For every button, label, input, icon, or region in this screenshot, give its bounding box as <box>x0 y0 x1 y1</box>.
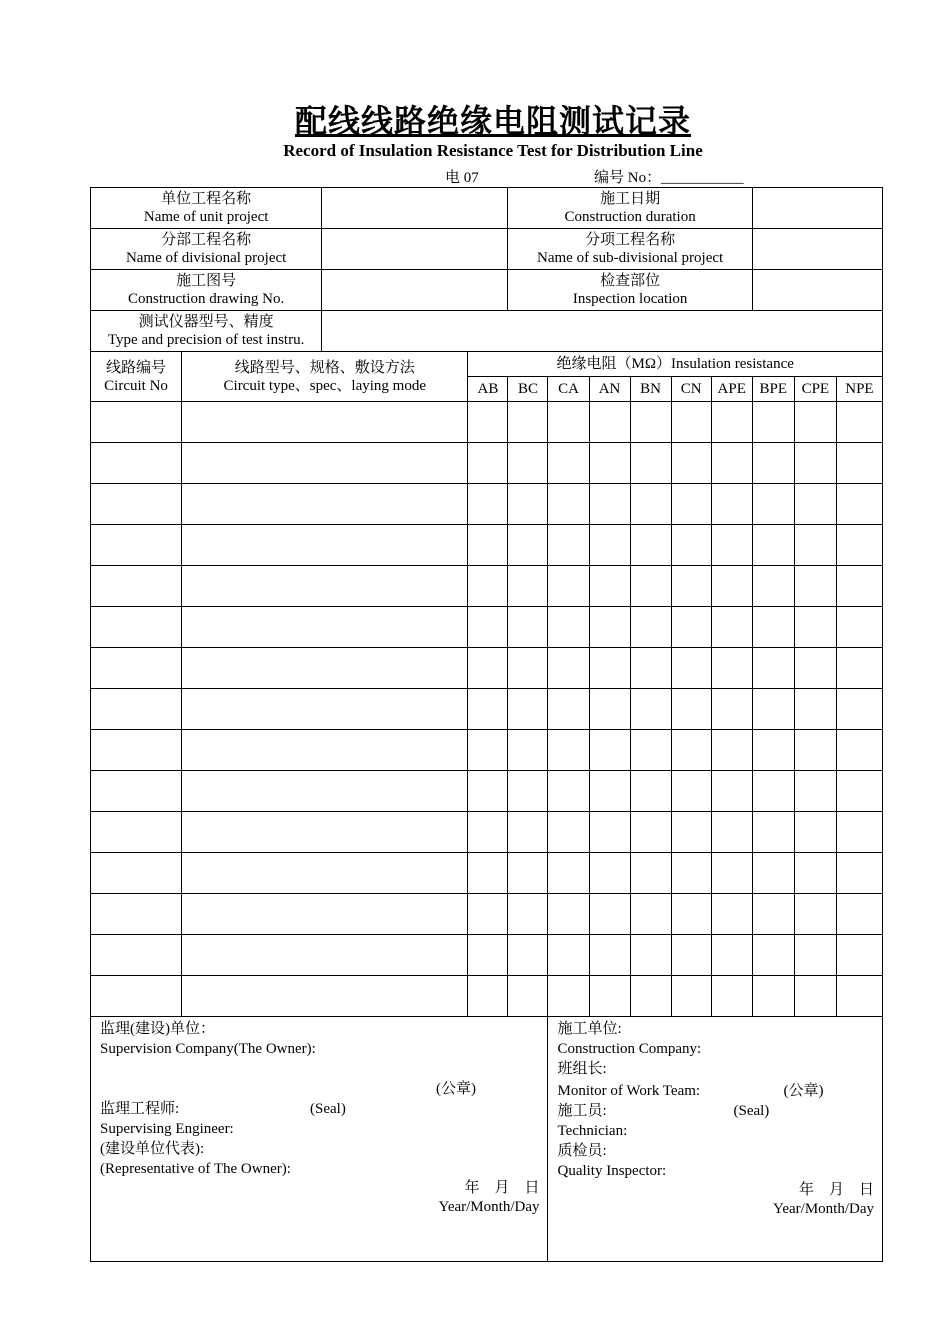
construction-duration-field[interactable] <box>752 188 882 229</box>
phase-header-ape: APE <box>711 377 752 402</box>
resistance-value-cell[interactable] <box>836 566 882 607</box>
table-row <box>91 484 883 525</box>
resistance-value-cell[interactable] <box>630 525 671 566</box>
resistance-value-cell[interactable] <box>836 443 882 484</box>
technician-en: Technician: <box>557 1123 628 1139</box>
resistance-value-cell[interactable] <box>836 648 882 689</box>
circuit-no-cell[interactable] <box>91 525 182 566</box>
resistance-value-cell[interactable] <box>671 894 711 935</box>
circuit-type-cell[interactable] <box>182 402 468 443</box>
phase-header-bc: BC <box>508 377 548 402</box>
resistance-value-cell[interactable] <box>589 525 630 566</box>
resistance-value-cell[interactable] <box>752 689 794 730</box>
resistance-value-cell[interactable] <box>752 648 794 689</box>
circuit-no-cell[interactable] <box>91 853 182 894</box>
resistance-value-cell[interactable] <box>630 484 671 525</box>
resistance-value-cell[interactable] <box>468 607 508 648</box>
circuit-type-cell[interactable] <box>182 976 468 1017</box>
resistance-value-cell[interactable] <box>468 935 508 976</box>
resistance-value-cell[interactable] <box>671 607 711 648</box>
resistance-value-cell[interactable] <box>508 976 548 1017</box>
resistance-value-cell[interactable] <box>711 484 752 525</box>
record-number-field[interactable]: ___________ <box>661 170 744 186</box>
circuit-no-cell[interactable] <box>91 689 182 730</box>
info-row-divisional-project <box>91 229 883 270</box>
resistance-value-cell[interactable] <box>589 689 630 730</box>
resistance-value-cell[interactable] <box>468 976 508 1017</box>
contractor-date-en: Year/Month/Day <box>773 1201 874 1217</box>
resistance-value-cell[interactable] <box>468 730 508 771</box>
resistance-value-cell[interactable] <box>548 689 589 730</box>
supervision-date-cn: 年 月 日 <box>464 1180 540 1196</box>
contractor-signature-block <box>548 1017 883 1262</box>
resistance-value-cell[interactable] <box>468 566 508 607</box>
divisional-project-label: 分部工程名称 Name of divisional project <box>91 229 322 270</box>
resistance-value-cell[interactable] <box>630 648 671 689</box>
resistance-value-cell[interactable] <box>468 689 508 730</box>
resistance-value-cell[interactable] <box>752 402 794 443</box>
resistance-value-cell[interactable] <box>548 976 589 1017</box>
resistance-value-cell[interactable] <box>630 771 671 812</box>
resistance-value-cell[interactable] <box>630 689 671 730</box>
circuit-no-cell[interactable] <box>91 730 182 771</box>
resistance-value-cell[interactable] <box>671 730 711 771</box>
resistance-value-cell[interactable] <box>794 935 836 976</box>
resistance-value-cell[interactable] <box>794 894 836 935</box>
resistance-value-cell[interactable] <box>630 566 671 607</box>
resistance-value-cell[interactable] <box>630 935 671 976</box>
resistance-value-cell[interactable] <box>711 853 752 894</box>
resistance-value-cell[interactable] <box>794 648 836 689</box>
resistance-value-cell[interactable] <box>836 402 882 443</box>
record-number <box>594 166 744 187</box>
resistance-value-cell[interactable] <box>630 812 671 853</box>
resistance-value-cell[interactable] <box>794 771 836 812</box>
resistance-value-cell[interactable] <box>711 566 752 607</box>
resistance-value-cell[interactable] <box>508 689 548 730</box>
column-header-row <box>91 352 883 377</box>
resistance-value-cell[interactable] <box>468 853 508 894</box>
circuit-type-cell[interactable] <box>182 484 468 525</box>
phase-header-cpe: CPE <box>794 377 836 402</box>
phase-header-ca: CA <box>548 377 589 402</box>
resistance-value-cell[interactable] <box>630 894 671 935</box>
resistance-value-cell[interactable] <box>836 976 882 1017</box>
resistance-value-cell[interactable] <box>752 812 794 853</box>
resistance-value-cell[interactable] <box>752 976 794 1017</box>
resistance-value-cell[interactable] <box>589 853 630 894</box>
resistance-value-cell[interactable] <box>794 566 836 607</box>
resistance-value-cell[interactable] <box>794 443 836 484</box>
circuit-type-cell[interactable] <box>182 730 468 771</box>
circuit-no-cell[interactable] <box>91 935 182 976</box>
resistance-value-cell[interactable] <box>508 566 548 607</box>
circuit-type-cell[interactable] <box>182 648 468 689</box>
resistance-value-cell[interactable] <box>508 935 548 976</box>
resistance-value-cell[interactable] <box>752 566 794 607</box>
resistance-value-cell[interactable] <box>671 976 711 1017</box>
circuit-type-cell[interactable] <box>182 525 468 566</box>
resistance-value-cell[interactable] <box>548 771 589 812</box>
resistance-value-cell[interactable] <box>548 402 589 443</box>
contractor-stamp: (公章) <box>783 1083 824 1099</box>
table-row <box>91 976 883 1017</box>
resistance-value-cell[interactable] <box>548 853 589 894</box>
quality-inspector-en: Quality Inspector: <box>557 1163 667 1179</box>
circuit-no-cell[interactable] <box>91 976 182 1017</box>
circuit-type-header: 线路型号、规格、敷设方法 Circuit type、spec、laying mode <box>182 352 468 402</box>
table-row <box>91 525 883 566</box>
supervising-engineer-cn: 监理工程师: <box>100 1101 180 1117</box>
resistance-value-cell[interactable] <box>671 566 711 607</box>
resistance-value-cell[interactable] <box>711 812 752 853</box>
circuit-type-cell[interactable] <box>182 566 468 607</box>
resistance-value-cell[interactable] <box>468 443 508 484</box>
supervision-stamp: (公章) <box>436 1081 476 1097</box>
instrument-field[interactable] <box>322 311 883 352</box>
resistance-value-cell[interactable] <box>589 402 630 443</box>
resistance-value-cell[interactable] <box>589 730 630 771</box>
table-row <box>91 730 883 771</box>
resistance-value-cell[interactable] <box>671 443 711 484</box>
resistance-value-cell[interactable] <box>711 730 752 771</box>
document-title-english: Record of Insulation Resistance Test for Distribution Line <box>283 141 703 160</box>
resistance-value-cell[interactable] <box>752 443 794 484</box>
resistance-value-cell[interactable] <box>589 566 630 607</box>
resistance-value-cell[interactable] <box>548 894 589 935</box>
resistance-value-cell[interactable] <box>836 607 882 648</box>
phase-header-bn: BN <box>630 377 671 402</box>
resistance-value-cell[interactable] <box>671 402 711 443</box>
resistance-value-cell[interactable] <box>671 484 711 525</box>
divisional-project-field[interactable] <box>322 229 508 270</box>
insulation-resistance-header: 绝缘电阻（MΩ）Insulation resistance <box>468 352 883 377</box>
circuit-no-cell[interactable] <box>91 771 182 812</box>
resistance-value-cell[interactable] <box>752 935 794 976</box>
resistance-value-cell[interactable] <box>711 402 752 443</box>
resistance-value-cell[interactable] <box>752 525 794 566</box>
resistance-value-cell[interactable] <box>711 976 752 1017</box>
table-row <box>91 607 883 648</box>
circuit-type-cell[interactable] <box>182 812 468 853</box>
resistance-value-cell[interactable] <box>671 648 711 689</box>
resistance-value-cell[interactable] <box>671 812 711 853</box>
circuit-no-cell[interactable] <box>91 812 182 853</box>
supervision-signature-block <box>91 1017 548 1262</box>
resistance-value-cell[interactable] <box>836 771 882 812</box>
circuit-type-cell[interactable] <box>182 894 468 935</box>
circuit-no-cell[interactable] <box>91 607 182 648</box>
resistance-value-cell[interactable] <box>508 894 548 935</box>
resistance-value-cell[interactable] <box>589 935 630 976</box>
resistance-value-cell[interactable] <box>794 402 836 443</box>
phase-header-an: AN <box>589 377 630 402</box>
resistance-value-cell[interactable] <box>508 607 548 648</box>
resistance-value-cell[interactable] <box>548 566 589 607</box>
table-row <box>91 689 883 730</box>
resistance-value-cell[interactable] <box>468 812 508 853</box>
resistance-value-cell[interactable] <box>794 730 836 771</box>
supervision-org-en: Supervision Company(The Owner): <box>100 1041 316 1057</box>
resistance-value-cell[interactable] <box>752 607 794 648</box>
resistance-value-cell[interactable] <box>468 525 508 566</box>
technician-cn: 施工员: <box>557 1103 607 1119</box>
resistance-value-cell[interactable] <box>589 484 630 525</box>
circuit-type-cell[interactable] <box>182 443 468 484</box>
resistance-value-cell[interactable] <box>589 894 630 935</box>
instrument-label: 测试仪器型号、精度 Type and precision of test instru. <box>91 311 322 352</box>
resistance-value-cell[interactable] <box>589 648 630 689</box>
resistance-value-cell[interactable] <box>630 443 671 484</box>
resistance-value-cell[interactable] <box>468 402 508 443</box>
circuit-no-cell[interactable] <box>91 484 182 525</box>
resistance-value-cell[interactable] <box>671 853 711 894</box>
resistance-value-cell[interactable] <box>589 771 630 812</box>
resistance-value-cell[interactable] <box>468 894 508 935</box>
table-row <box>91 894 883 935</box>
owner-rep-cn: (建设单位代表): <box>100 1141 205 1157</box>
unit-project-label: 单位工程名称 Name of unit project <box>91 188 322 229</box>
circuit-type-cell[interactable] <box>182 935 468 976</box>
resistance-value-cell[interactable] <box>836 730 882 771</box>
resistance-value-cell[interactable] <box>794 689 836 730</box>
info-row-unit-project <box>91 188 883 229</box>
resistance-value-cell[interactable] <box>752 484 794 525</box>
resistance-value-cell[interactable] <box>711 443 752 484</box>
resistance-value-cell[interactable] <box>836 689 882 730</box>
circuit-type-cell[interactable] <box>182 607 468 648</box>
circuit-no-cell[interactable] <box>91 443 182 484</box>
resistance-value-cell[interactable] <box>711 648 752 689</box>
team-leader-en: Monitor of Work Team: <box>557 1083 701 1099</box>
supervision-seal: (Seal) <box>310 1101 346 1117</box>
table-row <box>91 443 883 484</box>
resistance-value-cell[interactable] <box>794 976 836 1017</box>
resistance-value-cell[interactable] <box>548 648 589 689</box>
resistance-value-cell[interactable] <box>752 730 794 771</box>
supervision-org-cn: 监理(建设)单位： <box>100 1021 215 1037</box>
circuit-no-header: 线路编号 Circuit No <box>91 352 182 402</box>
info-row-instrument <box>91 311 883 352</box>
resistance-value-cell[interactable] <box>508 484 548 525</box>
table-row <box>91 853 883 894</box>
contractor-seal: (Seal) <box>733 1103 770 1119</box>
resistance-value-cell[interactable] <box>589 976 630 1017</box>
phase-header-bpe: BPE <box>752 377 794 402</box>
resistance-value-cell[interactable] <box>508 648 548 689</box>
resistance-value-cell[interactable] <box>752 771 794 812</box>
resistance-value-cell[interactable] <box>836 935 882 976</box>
unit-project-field[interactable] <box>322 188 508 229</box>
resistance-value-cell[interactable] <box>711 935 752 976</box>
circuit-no-cell[interactable] <box>91 894 182 935</box>
construction-duration-label: 施工日期 Construction duration <box>508 188 752 229</box>
resistance-value-cell[interactable] <box>508 443 548 484</box>
phase-header-cn: CN <box>671 377 711 402</box>
resistance-value-cell[interactable] <box>794 484 836 525</box>
resistance-value-cell[interactable] <box>836 525 882 566</box>
table-row <box>91 935 883 976</box>
inspection-location-field[interactable] <box>752 270 882 311</box>
resistance-value-cell[interactable] <box>508 812 548 853</box>
resistance-value-cell[interactable] <box>589 812 630 853</box>
resistance-value-cell[interactable] <box>794 853 836 894</box>
inspection-location-label: 检查部位 Inspection location <box>508 270 752 311</box>
resistance-value-cell[interactable] <box>468 771 508 812</box>
resistance-value-cell[interactable] <box>548 607 589 648</box>
resistance-value-cell[interactable] <box>711 607 752 648</box>
resistance-value-cell[interactable] <box>671 525 711 566</box>
drawing-no-label: 施工图号 Construction drawing No. <box>91 270 322 311</box>
resistance-value-cell[interactable] <box>630 402 671 443</box>
resistance-value-cell[interactable] <box>752 894 794 935</box>
drawing-no-field[interactable] <box>322 270 508 311</box>
resistance-value-cell[interactable] <box>711 525 752 566</box>
resistance-value-cell[interactable] <box>711 771 752 812</box>
resistance-value-cell[interactable] <box>630 853 671 894</box>
team-leader-cn: 班组长: <box>557 1061 607 1077</box>
resistance-value-cell[interactable] <box>548 525 589 566</box>
resistance-value-cell[interactable] <box>836 812 882 853</box>
resistance-value-cell[interactable] <box>548 812 589 853</box>
resistance-value-cell[interactable] <box>468 648 508 689</box>
circuit-type-cell[interactable] <box>182 689 468 730</box>
record-number-label: 编号 No： <box>594 170 662 186</box>
resistance-value-cell[interactable] <box>548 935 589 976</box>
contractor-org-en: Construction Company: <box>557 1041 702 1057</box>
resistance-value-cell[interactable] <box>630 976 671 1017</box>
resistance-value-cell[interactable] <box>794 812 836 853</box>
sub-divisional-project-field[interactable] <box>752 229 882 270</box>
resistance-value-cell[interactable] <box>508 525 548 566</box>
table-row <box>91 771 883 812</box>
resistance-value-cell[interactable] <box>589 443 630 484</box>
signature-row <box>91 1017 883 1262</box>
resistance-value-cell[interactable] <box>671 935 711 976</box>
circuit-type-cell[interactable] <box>182 853 468 894</box>
contractor-org-cn: 施工单位: <box>557 1021 622 1037</box>
resistance-value-cell[interactable] <box>548 730 589 771</box>
supervising-engineer-en: Supervising Engineer: <box>100 1121 234 1137</box>
sub-divisional-project-label: 分项工程名称 Name of sub-divisional project <box>508 229 752 270</box>
circuit-no-cell[interactable] <box>91 648 182 689</box>
form-code: 电 07 <box>445 170 479 186</box>
resistance-value-cell[interactable] <box>508 771 548 812</box>
resistance-value-cell[interactable] <box>548 484 589 525</box>
supervision-date-en: Year/Month/Day <box>438 1199 540 1215</box>
resistance-value-cell[interactable] <box>794 525 836 566</box>
circuit-no-cell[interactable] <box>91 566 182 607</box>
resistance-value-cell[interactable] <box>836 853 882 894</box>
resistance-value-cell[interactable] <box>711 689 752 730</box>
resistance-value-cell[interactable] <box>794 607 836 648</box>
resistance-value-cell[interactable] <box>508 853 548 894</box>
table-row <box>91 402 883 443</box>
table-row <box>91 648 883 689</box>
resistance-value-cell[interactable] <box>548 443 589 484</box>
contractor-date-cn: 年 月 日 <box>798 1182 874 1198</box>
phase-header-npe: NPE <box>836 377 882 402</box>
resistance-value-cell[interactable] <box>508 402 548 443</box>
table-row <box>91 566 883 607</box>
resistance-value-cell[interactable] <box>711 894 752 935</box>
resistance-value-cell[interactable] <box>630 607 671 648</box>
info-row-drawing <box>91 270 883 311</box>
resistance-value-cell[interactable] <box>836 894 882 935</box>
quality-inspector-cn: 质检员: <box>557 1143 607 1159</box>
table-row <box>91 812 883 853</box>
document-title-chinese: 配线线路绝缘电阻测试记录 <box>294 102 691 140</box>
resistance-value-cell[interactable] <box>671 689 711 730</box>
resistance-value-cell[interactable] <box>752 853 794 894</box>
resistance-value-cell[interactable] <box>468 484 508 525</box>
owner-rep-en: (Representative of The Owner): <box>100 1161 291 1177</box>
resistance-value-cell[interactable] <box>836 484 882 525</box>
resistance-value-cell[interactable] <box>671 771 711 812</box>
phase-header-ab: AB <box>468 377 508 402</box>
test-record-table <box>90 187 883 1262</box>
resistance-value-cell[interactable] <box>630 730 671 771</box>
circuit-no-cell[interactable] <box>91 402 182 443</box>
circuit-type-cell[interactable] <box>182 771 468 812</box>
resistance-value-cell[interactable] <box>589 607 630 648</box>
resistance-value-cell[interactable] <box>508 730 548 771</box>
